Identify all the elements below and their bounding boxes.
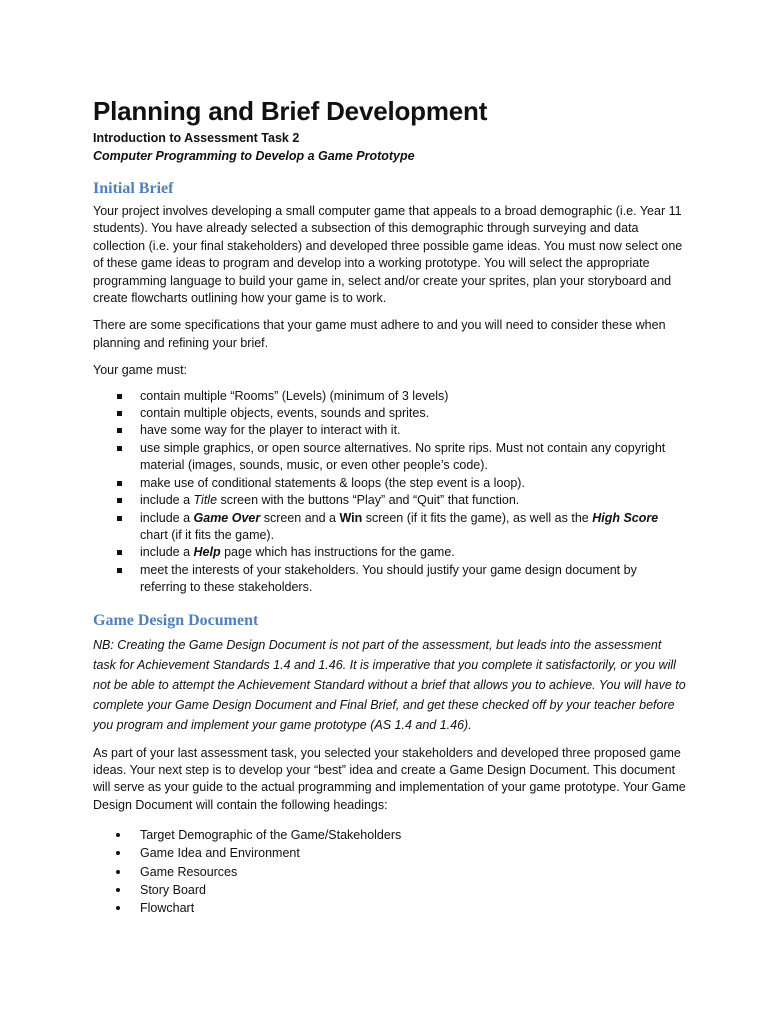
round-bullet-icon <box>116 888 120 892</box>
round-bullet-icon <box>116 833 120 837</box>
list-item: use simple graphics, or open source alternatives. No sprite rips. Must not contain any copyright material (images, sounds, music, or even other people’s code). <box>93 440 686 475</box>
headings-list <box>93 826 686 917</box>
list-item: Story Board <box>93 881 686 899</box>
initial-brief-heading: Initial Brief <box>93 180 174 197</box>
round-bullet-icon <box>116 851 120 855</box>
square-bullet-icon <box>117 498 122 503</box>
list-item: make use of conditional statements & loops (the step event is a loop). <box>93 475 686 492</box>
list-item: Target Demographic of the Game/Stakeholders <box>93 826 686 844</box>
game-design-document-heading: Game Design Document <box>93 611 259 629</box>
square-bullet-icon <box>117 568 122 573</box>
gdd-paragraph: As part of your last assessment task, you selected your stakeholders and developed three proposed game ideas. Your next step is to develop your “best” idea and create a Game Design Document. This document will serve as your guide to the actual programming and implementation of your game prototype. Your Game Design Document will contain the following headings: <box>93 745 686 812</box>
nb-paragraph: NB: Creating the Game Design Document is not part of the assessment, but leads into the assessment task for Achievement Standards 1.4 and 1.46. It is imperative that you complete it satisfactorily, or you will not be able to attempt the Achievement Standard without a brief that allows you to achieve. You will have to complete your Game Design Document and Final Brief, and get these checked off by your teacher before you program and implement your game prototype (AS 1.4 and 1.46). <box>93 637 686 732</box>
list-item: include a Title screen with the buttons “Play” and “Quit” that function. <box>93 492 686 509</box>
square-bullet-icon <box>117 394 122 399</box>
intro-italic-line: Computer Programming to Develop a Game Prototype <box>93 149 415 163</box>
spec-list <box>93 388 686 597</box>
list-item: Flowchart <box>93 899 686 917</box>
list-item: contain multiple objects, events, sounds and sprites. <box>93 405 686 422</box>
initial-brief-paragraph-1: Your project involves developing a small computer game that appeals to a broad demographic (i.e. Year 11 students). You have already selected a subsection of this demographic through surveying and data collection (i.e. your final stakeholders) and developed three possible game ideas. You must now select one of these game ideas to program and develop into a working prototype. You will select the appropriate programming language to build your game in, select and/or create your sprites, plan your storyboard and create flowcharts outlining how your game is to work. <box>93 204 683 306</box>
square-bullet-icon <box>117 481 122 486</box>
list-item: have some way for the player to interact with it. <box>93 422 686 439</box>
initial-brief-paragraph-3: Your game must: <box>93 363 188 378</box>
square-bullet-icon <box>117 446 122 451</box>
intro-line: Introduction to Assessment Task 2 <box>93 131 300 145</box>
list-item: Game Resources <box>93 863 686 881</box>
list-item: include a Help page which has instructions for the game. <box>93 544 686 561</box>
initial-brief-paragraph-2: There are some specifications that your game must adhere to and you will need to consider these when planning and refining your brief. <box>93 318 666 350</box>
square-bullet-icon <box>117 428 122 433</box>
list-item: Game Idea and Environment <box>93 844 686 862</box>
square-bullet-icon <box>117 516 122 521</box>
round-bullet-icon <box>116 870 120 874</box>
square-bullet-icon <box>117 411 122 416</box>
document-title: Planning and Brief Development <box>93 96 488 126</box>
list-item: contain multiple “Rooms” (Levels) (minimum of 3 levels) <box>93 388 686 405</box>
square-bullet-icon <box>117 550 122 555</box>
list-item: meet the interests of your stakeholders. You should justify your game design document by referring to these stakeholders. <box>93 562 686 597</box>
list-item: include a Game Over screen and a Win screen (if it fits the game), as well as the High Score chart (if it fits the game). <box>93 510 686 545</box>
round-bullet-icon <box>116 906 120 910</box>
